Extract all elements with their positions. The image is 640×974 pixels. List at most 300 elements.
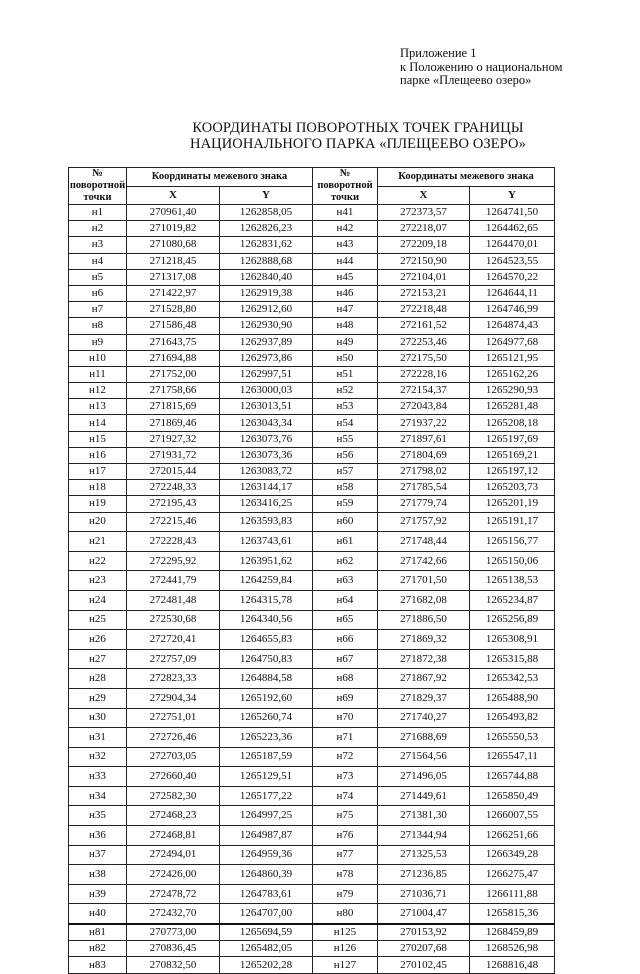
table-row (69, 237, 555, 253)
point-number-cell: н45 (313, 269, 378, 285)
table-row (69, 669, 555, 689)
table-row (69, 383, 555, 399)
point-number-cell: н10 (69, 350, 127, 366)
x-coordinate-cell: 272104,01 (378, 269, 470, 285)
x-coordinate-cell: 271317,08 (127, 269, 220, 285)
x-coordinate-cell: 272441,79 (127, 571, 220, 591)
x-coordinate-cell: 272150,90 (378, 253, 470, 269)
y-coordinate-cell: 1265815,36 (470, 904, 555, 924)
table-row (69, 845, 555, 865)
x-coordinate-cell: 272248,33 (127, 480, 220, 496)
x-coordinate-cell: 271496,05 (378, 767, 470, 787)
point-number-cell: н7 (69, 302, 127, 318)
y-coordinate-cell: 1262937,89 (220, 334, 313, 350)
x-coordinate-cell: 270832,50 (127, 957, 220, 973)
x-coordinate-cell: 272757,09 (127, 649, 220, 669)
point-number-cell: н11 (69, 366, 127, 382)
y-coordinate-cell: 1262912,60 (220, 302, 313, 318)
point-number-cell: н19 (69, 496, 127, 512)
x-coordinate-cell: 272153,21 (378, 285, 470, 301)
point-number-cell: н54 (313, 415, 378, 431)
y-coordinate-cell: 1265550,53 (470, 728, 555, 748)
point-number-cell: н51 (313, 366, 378, 382)
x-coordinate-cell: 271815,69 (127, 399, 220, 415)
point-number-cell: н12 (69, 383, 127, 399)
point-number-cell: н46 (313, 285, 378, 301)
y-coordinate-cell: 1268459,89 (470, 924, 555, 941)
point-number-cell: н63 (313, 571, 378, 591)
y-coordinate-cell: 1262831,62 (220, 237, 313, 253)
point-number-cell: н56 (313, 447, 378, 463)
x-coordinate-cell: 272720,41 (127, 630, 220, 650)
table-row (69, 924, 555, 941)
x-coordinate-cell: 271742,66 (378, 551, 470, 571)
table-row (69, 551, 555, 571)
y-coordinate-cell: 1263144,17 (220, 480, 313, 496)
x-coordinate-cell: 271586,48 (127, 318, 220, 334)
point-number-cell: н35 (69, 806, 127, 826)
y-coordinate-cell: 1264523,55 (470, 253, 555, 269)
point-number-cell: н59 (313, 496, 378, 512)
table-row (69, 302, 555, 318)
point-number-cell: н127 (313, 957, 378, 973)
point-number-cell: н17 (69, 464, 127, 480)
x-coordinate-cell: 271785,54 (378, 480, 470, 496)
point-number-cell: н60 (313, 512, 378, 532)
x-coordinate-cell: 272660,40 (127, 767, 220, 787)
x-coordinate-cell: 271218,45 (127, 253, 220, 269)
x-coordinate-cell: 271748,44 (378, 532, 470, 552)
point-number-cell: н13 (69, 399, 127, 415)
y-coordinate-cell: 1264655,83 (220, 630, 313, 650)
y-coordinate-cell: 1265850,49 (470, 786, 555, 806)
point-number-cell: н64 (313, 590, 378, 610)
point-number-cell: н126 (313, 941, 378, 957)
x-coordinate-cell: 272154,37 (378, 383, 470, 399)
point-number-cell: н4 (69, 253, 127, 269)
table-row (69, 350, 555, 366)
table-row (69, 708, 555, 728)
x-coordinate-cell: 272218,48 (378, 302, 470, 318)
x-coordinate-cell: 272530,68 (127, 610, 220, 630)
table-row (69, 366, 555, 382)
point-number-cell: н34 (69, 786, 127, 806)
y-coordinate-cell: 1266007,55 (470, 806, 555, 826)
point-number-cell: н53 (313, 399, 378, 415)
y-coordinate-cell: 1265547,11 (470, 747, 555, 767)
point-number-cell: н69 (313, 688, 378, 708)
y-coordinate-cell: 1265191,17 (470, 512, 555, 532)
point-number-cell: н29 (69, 688, 127, 708)
y-coordinate-cell: 1262930,90 (220, 318, 313, 334)
x-coordinate-cell: 272175,50 (378, 350, 470, 366)
x-coordinate-cell: 272228,43 (127, 532, 220, 552)
point-number-cell: н25 (69, 610, 127, 630)
point-number-cell: н52 (313, 383, 378, 399)
x-coordinate-cell: 271758,66 (127, 383, 220, 399)
x-coordinate-cell: 271804,69 (378, 447, 470, 463)
point-number-cell: н50 (313, 350, 378, 366)
point-number-cell: н39 (69, 884, 127, 904)
x-coordinate-cell: 271325,53 (378, 845, 470, 865)
point-number-cell: н16 (69, 447, 127, 463)
x-coordinate-cell: 271564,56 (378, 747, 470, 767)
table-row (69, 269, 555, 285)
x-coordinate-cell: 271344,94 (378, 826, 470, 846)
y-coordinate-cell: 1262826,23 (220, 221, 313, 237)
table-row (69, 399, 555, 415)
x-coordinate-cell: 272161,52 (378, 318, 470, 334)
y-coordinate-cell: 1265744,88 (470, 767, 555, 787)
x-coordinate-cell: 271931,72 (127, 447, 220, 463)
y-coordinate-cell: 1265290,93 (470, 383, 555, 399)
x-coordinate-cell: 272494,01 (127, 845, 220, 865)
y-coordinate-cell: 1263000,03 (220, 383, 313, 399)
y-coordinate-cell: 1264959,36 (220, 845, 313, 865)
y-coordinate-cell: 1265256,89 (470, 610, 555, 630)
x-coordinate-cell: 271867,92 (378, 669, 470, 689)
point-number-cell: н33 (69, 767, 127, 787)
point-number-cell: н62 (313, 551, 378, 571)
y-coordinate-cell: 1266111,88 (470, 884, 555, 904)
y-coordinate-cell: 1265315,88 (470, 649, 555, 669)
y-coordinate-cell: 1265150,06 (470, 551, 555, 571)
point-number-cell: н36 (69, 826, 127, 846)
y-coordinate-cell: 1265281,48 (470, 399, 555, 415)
y-coordinate-cell: 1264741,50 (470, 205, 555, 221)
point-number-cell: н40 (69, 904, 127, 924)
table-row (69, 688, 555, 708)
y-coordinate-cell: 1264783,61 (220, 884, 313, 904)
x-coordinate-cell: 271937,22 (378, 415, 470, 431)
table-row (69, 865, 555, 885)
y-coordinate-cell: 1264462,65 (470, 221, 555, 237)
x-coordinate-cell: 272195,43 (127, 496, 220, 512)
x-coordinate-cell: 272015,44 (127, 464, 220, 480)
y-coordinate-cell: 1265202,28 (220, 957, 313, 973)
table-row (69, 826, 555, 846)
point-number-cell: н125 (313, 924, 378, 941)
point-number-cell: н44 (313, 253, 378, 269)
y-coordinate-cell: 1268526,98 (470, 941, 555, 957)
table-row (69, 728, 555, 748)
point-number-cell: н49 (313, 334, 378, 350)
table-row (69, 431, 555, 447)
point-number-cell: н21 (69, 532, 127, 552)
y-coordinate-cell: 1264644,11 (470, 285, 555, 301)
header-y-2: Y (470, 186, 555, 205)
table-row (69, 941, 555, 957)
x-coordinate-cell: 272478,72 (127, 884, 220, 904)
y-coordinate-cell: 1263083,72 (220, 464, 313, 480)
y-coordinate-cell: 1262997,51 (220, 366, 313, 382)
x-coordinate-cell: 271897,61 (378, 431, 470, 447)
y-coordinate-cell: 1265493,82 (470, 708, 555, 728)
x-coordinate-cell: 272904,34 (127, 688, 220, 708)
header-point-number: № поворотной точки (69, 168, 126, 203)
point-number-cell: н3 (69, 237, 127, 253)
title-line-1: КООРДИНАТЫ ПОВОРОТНЫХ ТОЧЕК ГРАНИЦЫ (192, 120, 524, 136)
y-coordinate-cell: 1263043,34 (220, 415, 313, 431)
appendix-line-2: к Положению о национальном (400, 59, 563, 74)
x-coordinate-cell: 272432,70 (127, 904, 220, 924)
point-number-cell: н76 (313, 826, 378, 846)
y-coordinate-cell: 1265138,53 (470, 571, 555, 591)
table-row (69, 610, 555, 630)
x-coordinate-cell: 272218,07 (378, 221, 470, 237)
y-coordinate-cell: 1265223,36 (220, 728, 313, 748)
table-row (69, 512, 555, 532)
point-number-cell: н41 (313, 205, 378, 221)
y-coordinate-cell: 1265201,19 (470, 496, 555, 512)
point-number-cell: н5 (69, 269, 127, 285)
point-number-cell: н55 (313, 431, 378, 447)
x-coordinate-cell: 271869,32 (378, 630, 470, 650)
table-row (69, 571, 555, 591)
point-number-cell: н65 (313, 610, 378, 630)
point-number-cell: н22 (69, 551, 127, 571)
y-coordinate-cell: 1263073,36 (220, 447, 313, 463)
point-number-cell: н6 (69, 285, 127, 301)
table-row (69, 496, 555, 512)
y-coordinate-cell: 1268816,48 (470, 957, 555, 973)
x-coordinate-cell: 271694,88 (127, 350, 220, 366)
point-number-cell: н78 (313, 865, 378, 885)
point-number-cell: н67 (313, 649, 378, 669)
point-number-cell: н15 (69, 431, 127, 447)
header-x-2: X (378, 186, 470, 205)
y-coordinate-cell: 1264860,39 (220, 865, 313, 885)
y-coordinate-cell: 1263743,61 (220, 532, 313, 552)
y-coordinate-cell: 1265187,59 (220, 747, 313, 767)
header-x: X (127, 186, 220, 205)
y-coordinate-cell: 1265162,26 (470, 366, 555, 382)
y-coordinate-cell: 1265488,90 (470, 688, 555, 708)
y-coordinate-cell: 1265203,73 (470, 480, 555, 496)
appendix-line-3: парке «Плещеево озеро» (400, 73, 532, 87)
point-number-cell: н82 (69, 941, 127, 957)
point-number-cell: н47 (313, 302, 378, 318)
table-row (69, 630, 555, 650)
point-number-cell: н79 (313, 884, 378, 904)
x-coordinate-cell: 271798,02 (378, 464, 470, 480)
table-row (69, 957, 555, 973)
table-row (69, 415, 555, 431)
point-number-cell: н73 (313, 767, 378, 787)
point-number-cell: н71 (313, 728, 378, 748)
x-coordinate-cell: 271752,00 (127, 366, 220, 382)
y-coordinate-cell: 1263593,83 (220, 512, 313, 532)
y-coordinate-cell: 1264340,56 (220, 610, 313, 630)
x-coordinate-cell: 271422,97 (127, 285, 220, 301)
y-coordinate-cell: 1266349,28 (470, 845, 555, 865)
x-coordinate-cell: 272468,23 (127, 806, 220, 826)
point-number-cell: н43 (313, 237, 378, 253)
appendix-note (400, 47, 563, 88)
point-number-cell: н83 (69, 957, 127, 973)
table-row (69, 590, 555, 610)
y-coordinate-cell: 1264707,00 (220, 904, 313, 924)
y-coordinate-cell: 1264987,87 (220, 826, 313, 846)
x-coordinate-cell: 271886,50 (378, 610, 470, 630)
x-coordinate-cell: 270153,92 (378, 924, 470, 941)
point-number-cell: н37 (69, 845, 127, 865)
x-coordinate-cell: 271019,82 (127, 221, 220, 237)
x-coordinate-cell: 271381,30 (378, 806, 470, 826)
point-number-cell: н74 (313, 786, 378, 806)
table-row (69, 480, 555, 496)
x-coordinate-cell: 272481,48 (127, 590, 220, 610)
x-coordinate-cell: 270773,00 (127, 924, 220, 941)
header-coordinates-2: Координаты межевого знака (378, 168, 555, 187)
y-coordinate-cell: 1264570,22 (470, 269, 555, 285)
table-body (69, 205, 555, 974)
x-coordinate-cell: 271701,50 (378, 571, 470, 591)
header-y: Y (220, 186, 313, 205)
y-coordinate-cell: 1264259,84 (220, 571, 313, 591)
point-number-cell: н28 (69, 669, 127, 689)
point-number-cell: н58 (313, 480, 378, 496)
coordinates-table (68, 167, 555, 974)
x-coordinate-cell: 272468,81 (127, 826, 220, 846)
point-number-cell: н14 (69, 415, 127, 431)
y-coordinate-cell: 1262840,40 (220, 269, 313, 285)
x-coordinate-cell: 271080,68 (127, 237, 220, 253)
table-row (69, 285, 555, 301)
table-row (69, 884, 555, 904)
point-number-cell: н77 (313, 845, 378, 865)
y-coordinate-cell: 1264470,01 (470, 237, 555, 253)
x-coordinate-cell: 270836,45 (127, 941, 220, 957)
y-coordinate-cell: 1262919,38 (220, 285, 313, 301)
point-number-cell: н32 (69, 747, 127, 767)
point-number-cell: н72 (313, 747, 378, 767)
y-coordinate-cell: 1262888,68 (220, 253, 313, 269)
table-row (69, 318, 555, 334)
point-number-cell: н8 (69, 318, 127, 334)
y-coordinate-cell: 1264884,58 (220, 669, 313, 689)
table-row (69, 447, 555, 463)
y-coordinate-cell: 1264874,43 (470, 318, 555, 334)
y-coordinate-cell: 1265177,22 (220, 786, 313, 806)
y-coordinate-cell: 1265129,51 (220, 767, 313, 787)
x-coordinate-cell: 271004,47 (378, 904, 470, 924)
x-coordinate-cell: 271872,38 (378, 649, 470, 669)
y-coordinate-cell: 1262973,86 (220, 350, 313, 366)
table-row (69, 649, 555, 669)
table-row (69, 464, 555, 480)
y-coordinate-cell: 1265192,60 (220, 688, 313, 708)
y-coordinate-cell: 1264746,99 (470, 302, 555, 318)
table-row (69, 205, 555, 221)
y-coordinate-cell: 1265342,53 (470, 669, 555, 689)
table-row (69, 253, 555, 269)
x-coordinate-cell: 272253,46 (378, 334, 470, 350)
point-number-cell: н2 (69, 221, 127, 237)
y-coordinate-cell: 1265482,05 (220, 941, 313, 957)
point-number-cell: н48 (313, 318, 378, 334)
point-number-cell: н57 (313, 464, 378, 480)
x-coordinate-cell: 271643,75 (127, 334, 220, 350)
x-coordinate-cell: 272726,46 (127, 728, 220, 748)
x-coordinate-cell: 271927,32 (127, 431, 220, 447)
x-coordinate-cell: 271869,46 (127, 415, 220, 431)
point-number-cell: н80 (313, 904, 378, 924)
x-coordinate-cell: 272582,30 (127, 786, 220, 806)
x-coordinate-cell: 271449,61 (378, 786, 470, 806)
x-coordinate-cell: 272373,57 (378, 205, 470, 221)
y-coordinate-cell: 1266251,66 (470, 826, 555, 846)
y-coordinate-cell: 1265121,95 (470, 350, 555, 366)
y-coordinate-cell: 1265169,21 (470, 447, 555, 463)
document-title (0, 120, 640, 152)
point-number-cell: н27 (69, 649, 127, 669)
y-coordinate-cell: 1265156,77 (470, 532, 555, 552)
x-coordinate-cell: 271682,08 (378, 590, 470, 610)
y-coordinate-cell: 1264750,83 (220, 649, 313, 669)
point-number-cell: н9 (69, 334, 127, 350)
y-coordinate-cell: 1263416,25 (220, 496, 313, 512)
table-row (69, 334, 555, 350)
x-coordinate-cell: 272426,00 (127, 865, 220, 885)
x-coordinate-cell: 271528,80 (127, 302, 220, 318)
point-number-cell: н70 (313, 708, 378, 728)
table-row (69, 904, 555, 924)
point-number-cell: н75 (313, 806, 378, 826)
table-row (69, 806, 555, 826)
table-row (69, 221, 555, 237)
x-coordinate-cell: 272043,84 (378, 399, 470, 415)
y-coordinate-cell: 1263013,51 (220, 399, 313, 415)
header-coordinates: Координаты межевого знака (127, 168, 313, 187)
y-coordinate-cell: 1265234,87 (470, 590, 555, 610)
point-number-cell: н81 (69, 924, 127, 941)
x-coordinate-cell: 271829,37 (378, 688, 470, 708)
y-coordinate-cell: 1265208,18 (470, 415, 555, 431)
x-coordinate-cell: 271779,74 (378, 496, 470, 512)
point-number-cell: н68 (313, 669, 378, 689)
point-number-cell: н42 (313, 221, 378, 237)
x-coordinate-cell: 270102,45 (378, 957, 470, 973)
point-number-cell: н24 (69, 590, 127, 610)
point-number-cell: н18 (69, 480, 127, 496)
point-number-cell: н61 (313, 532, 378, 552)
x-coordinate-cell: 270961,40 (127, 205, 220, 221)
x-coordinate-cell: 272703,05 (127, 747, 220, 767)
point-number-cell: н1 (69, 205, 127, 221)
x-coordinate-cell: 272215,46 (127, 512, 220, 532)
table-row (69, 767, 555, 787)
y-coordinate-cell: 1265197,12 (470, 464, 555, 480)
x-coordinate-cell: 271740,27 (378, 708, 470, 728)
y-coordinate-cell: 1263951,62 (220, 551, 313, 571)
x-coordinate-cell: 270207,68 (378, 941, 470, 957)
appendix-line-1: Приложение 1 (400, 46, 477, 60)
header-point-number-2: № поворотной точки (313, 168, 378, 205)
title-line-2: НАЦИОНАЛЬНОГО ПАРКА «ПЛЕЩЕЕВО ОЗЕРО» (190, 136, 526, 152)
y-coordinate-cell: 1264315,78 (220, 590, 313, 610)
point-number-cell: н20 (69, 512, 127, 532)
point-number-cell: н66 (313, 630, 378, 650)
y-coordinate-cell: 1266275,47 (470, 865, 555, 885)
point-number-cell: н38 (69, 865, 127, 885)
x-coordinate-cell: 271757,92 (378, 512, 470, 532)
y-coordinate-cell: 1263073,76 (220, 431, 313, 447)
point-number-cell: н26 (69, 630, 127, 650)
x-coordinate-cell: 272295,92 (127, 551, 220, 571)
x-coordinate-cell: 272209,18 (378, 237, 470, 253)
y-coordinate-cell: 1265308,91 (470, 630, 555, 650)
